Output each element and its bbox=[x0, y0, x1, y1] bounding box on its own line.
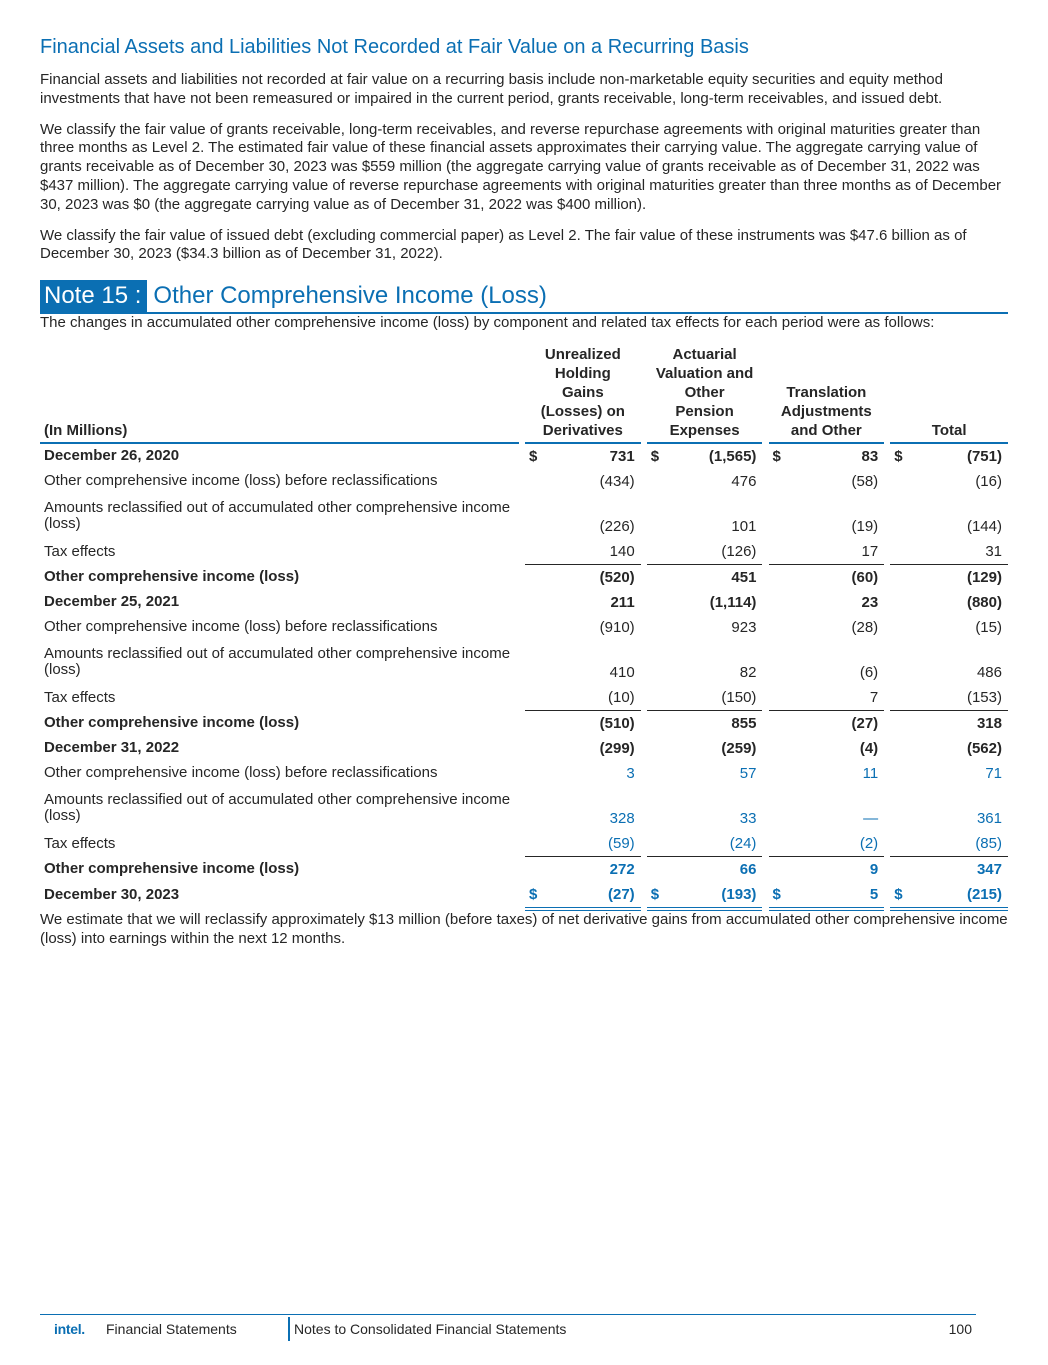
row-value bbox=[769, 786, 885, 831]
note-number: Note 15 : bbox=[40, 280, 147, 312]
table-row bbox=[40, 539, 1008, 565]
footer-section: Financial Statements bbox=[106, 1321, 237, 1337]
table-row bbox=[40, 469, 1008, 494]
row-value bbox=[647, 443, 763, 469]
table-row bbox=[40, 564, 1008, 590]
row-value bbox=[647, 590, 763, 615]
cell-value: (16) bbox=[975, 472, 1002, 490]
cell-value: (1,565) bbox=[708, 447, 757, 465]
row-value bbox=[525, 564, 641, 590]
dollar-sign: $ bbox=[772, 447, 781, 465]
cell-value: (126) bbox=[721, 542, 757, 560]
cell-value: (27) bbox=[607, 885, 635, 903]
table-row bbox=[40, 882, 1008, 909]
cell-value: 855 bbox=[731, 714, 757, 732]
row-label: Tax effects bbox=[44, 688, 116, 706]
cell-value: (24) bbox=[729, 834, 757, 852]
row-label: Tax effects bbox=[44, 834, 116, 852]
row-value bbox=[890, 882, 1008, 909]
page-footer bbox=[40, 1314, 976, 1345]
row-value bbox=[769, 882, 885, 909]
cell-value: 57 bbox=[739, 764, 757, 782]
header-pension: Actuarial Valuation and Other Pension Expenses bbox=[647, 345, 763, 443]
row-value bbox=[890, 469, 1008, 494]
dollar-sign: $ bbox=[894, 885, 903, 903]
row-value bbox=[525, 539, 641, 565]
cell-value: (28) bbox=[851, 618, 879, 636]
cell-value: 486 bbox=[976, 663, 1002, 681]
table-row bbox=[40, 710, 1008, 736]
row-value bbox=[647, 710, 763, 736]
header-translation: Translation Adjustments and Other bbox=[769, 345, 885, 443]
row-value bbox=[525, 710, 641, 736]
row-value bbox=[647, 761, 763, 786]
cell-value: 211 bbox=[610, 593, 635, 611]
paragraph-2: We classify the fair value of grants receivable, long-term receivables, and reverse repurchase agreements with original maturities greater than three months as Level 2. The estimated fair value of these financial assets approximates their carrying value. The aggregate carrying value of grants receivable as of December 30, 2023 was $559 million (the aggregate carrying value of grants receivable as of December 31, 2022 was $437 million). The aggregate carrying value of reverse repurchase agreements with original maturities greater than three months as of December 30, 2023 was $0 (the aggregate carrying value as of December 31, 2022 was $400 million). bbox=[40, 120, 1002, 213]
row-value bbox=[525, 736, 641, 761]
table-row bbox=[40, 494, 1008, 539]
cell-value: 731 bbox=[609, 447, 635, 465]
cell-value: (562) bbox=[966, 739, 1002, 757]
page-content bbox=[40, 36, 1008, 961]
table-row bbox=[40, 590, 1008, 615]
cell-value: (299) bbox=[599, 739, 635, 757]
row-value bbox=[890, 564, 1008, 590]
row-value bbox=[769, 443, 885, 469]
row-value bbox=[647, 736, 763, 761]
row-value bbox=[769, 685, 885, 711]
row-value bbox=[890, 685, 1008, 711]
dollar-sign: $ bbox=[772, 885, 781, 903]
row-value bbox=[890, 761, 1008, 786]
table-row bbox=[40, 615, 1008, 640]
row-label: Other comprehensive income (loss) before reclassifications bbox=[44, 472, 438, 490]
cell-value: (58) bbox=[851, 472, 879, 490]
row-value bbox=[647, 786, 763, 831]
cell-value: 410 bbox=[609, 663, 635, 681]
row-value bbox=[525, 590, 641, 615]
table-intro: The changes in accumulated other comprehensive income (loss) by component and related tax effects for each period were as follows: bbox=[40, 314, 935, 332]
row-label: December 25, 2021 bbox=[44, 593, 180, 611]
row-value bbox=[769, 494, 885, 539]
row-value bbox=[647, 882, 763, 909]
row-value bbox=[769, 710, 885, 736]
row-value bbox=[647, 469, 763, 494]
intel-logo: intel. bbox=[54, 1321, 85, 1337]
cell-value: 318 bbox=[976, 714, 1002, 732]
cell-value: (226) bbox=[599, 517, 635, 535]
cell-value: (1,114) bbox=[709, 593, 757, 611]
row-value bbox=[647, 685, 763, 711]
cell-value: (129) bbox=[966, 568, 1002, 586]
cell-value: 17 bbox=[861, 542, 879, 560]
footer-subsection: Notes to Consolidated Financial Statements bbox=[294, 1321, 567, 1337]
table-row bbox=[40, 856, 1008, 882]
row-value bbox=[525, 469, 641, 494]
table-row bbox=[40, 443, 1008, 469]
row-label: Other comprehensive income (loss) bbox=[44, 568, 300, 586]
row-label: Amounts reclassified out of accumulated other comprehensive income (loss) bbox=[44, 499, 511, 533]
row-value bbox=[769, 856, 885, 882]
cell-value: (19) bbox=[851, 517, 879, 535]
row-value bbox=[769, 615, 885, 640]
row-value bbox=[647, 856, 763, 882]
cell-value: 33 bbox=[739, 809, 757, 827]
row-label: December 31, 2022 bbox=[44, 739, 180, 757]
cell-value: 347 bbox=[976, 860, 1002, 878]
row-value bbox=[647, 831, 763, 857]
header-in-millions: (In Millions) bbox=[40, 345, 519, 443]
note-header bbox=[40, 280, 1008, 314]
trailing-paragraph: We estimate that we will reclassify approximately $13 million (before taxes) of net derivative gains from accumulated other comprehensive income (loss) into earnings within the next 12 months. bbox=[40, 910, 1008, 947]
dollar-sign: $ bbox=[529, 885, 538, 903]
page-number: 100 bbox=[948, 1321, 972, 1337]
paragraph-1: Financial assets and liabilities not recorded at fair value on a recurring basis include non-marketable equity securities and equity method investments that have not been remeasured or impaired in the current period, grants receivable, long-term receivables, and issued debt. bbox=[40, 71, 943, 107]
row-value bbox=[769, 564, 885, 590]
table-row bbox=[40, 685, 1008, 711]
cell-value: 23 bbox=[861, 593, 879, 611]
table-row bbox=[40, 761, 1008, 786]
row-value bbox=[890, 736, 1008, 761]
row-value bbox=[525, 882, 641, 909]
dollar-sign: $ bbox=[650, 447, 660, 465]
row-label: Other comprehensive income (loss) before reclassifications bbox=[44, 618, 438, 636]
cell-value: 9 bbox=[869, 860, 879, 878]
row-value bbox=[525, 831, 641, 857]
cell-value: — bbox=[863, 809, 879, 827]
cell-value: 451 bbox=[731, 568, 757, 586]
row-value bbox=[647, 494, 763, 539]
cell-value: (10) bbox=[607, 688, 635, 706]
cell-value: 71 bbox=[985, 764, 1002, 782]
cell-value: (60) bbox=[851, 568, 879, 586]
row-value bbox=[525, 856, 641, 882]
row-label: Other comprehensive income (loss) bbox=[44, 860, 300, 878]
table-row bbox=[40, 736, 1008, 761]
cell-value: (85) bbox=[975, 834, 1002, 852]
cell-value: 11 bbox=[862, 764, 879, 782]
row-value bbox=[647, 564, 763, 590]
table-row bbox=[40, 640, 1008, 685]
cell-value: 5 bbox=[869, 885, 879, 903]
cell-value: (6) bbox=[859, 663, 879, 681]
cell-value: (27) bbox=[851, 714, 879, 732]
cell-value: (59) bbox=[607, 834, 635, 852]
row-value bbox=[525, 494, 641, 539]
row-value bbox=[769, 640, 885, 685]
section-heading: Financial Assets and Liabilities Not Recorded at Fair Value on a Recurring Basis bbox=[40, 36, 749, 58]
row-value bbox=[890, 590, 1008, 615]
cell-value: (153) bbox=[966, 688, 1002, 706]
row-value bbox=[890, 494, 1008, 539]
cell-value: 272 bbox=[609, 860, 635, 878]
row-label: Amounts reclassified out of accumulated other comprehensive income (loss) bbox=[44, 645, 511, 679]
cell-value: 83 bbox=[861, 447, 879, 465]
table-row bbox=[40, 786, 1008, 831]
footer-divider bbox=[288, 1317, 290, 1341]
row-value bbox=[525, 443, 641, 469]
row-label: Other comprehensive income (loss) before reclassifications bbox=[44, 764, 438, 782]
row-label: December 26, 2020 bbox=[44, 447, 180, 465]
cell-value: 140 bbox=[609, 542, 635, 560]
table-header-row bbox=[40, 345, 1008, 443]
cell-value: 3 bbox=[626, 764, 635, 782]
row-value bbox=[769, 590, 885, 615]
paragraph-3: We classify the fair value of issued debt (excluding commercial paper) as Level 2. The fair value of these instruments was $47.6 billion as of December 30, 2023 ($34.3 billion as of December 31, 2022). bbox=[40, 226, 967, 263]
row-value bbox=[525, 786, 641, 831]
dollar-sign: $ bbox=[894, 447, 903, 465]
table-row bbox=[40, 831, 1008, 857]
row-label: December 30, 2023 bbox=[44, 886, 180, 904]
row-value bbox=[769, 736, 885, 761]
cell-value: 923 bbox=[731, 618, 757, 636]
cell-value: (751) bbox=[966, 447, 1002, 465]
row-value bbox=[769, 761, 885, 786]
row-label: Tax effects bbox=[44, 542, 116, 560]
cell-value: (259) bbox=[721, 739, 757, 757]
cell-value: (215) bbox=[966, 885, 1002, 903]
cell-value: 476 bbox=[731, 472, 757, 490]
cell-value: 31 bbox=[985, 542, 1002, 560]
cell-value: (4) bbox=[859, 739, 879, 757]
row-value bbox=[890, 615, 1008, 640]
row-value bbox=[769, 469, 885, 494]
row-value bbox=[890, 856, 1008, 882]
dollar-sign: $ bbox=[529, 447, 538, 465]
dollar-sign: $ bbox=[650, 885, 660, 903]
cell-value: 7 bbox=[869, 688, 879, 706]
cell-value: (910) bbox=[599, 618, 635, 636]
cell-value: (193) bbox=[721, 885, 757, 903]
row-value bbox=[525, 615, 641, 640]
row-value bbox=[647, 640, 763, 685]
row-value bbox=[647, 615, 763, 640]
cell-value: (2) bbox=[859, 834, 879, 852]
cell-value: (15) bbox=[975, 618, 1002, 636]
row-label: Amounts reclassified out of accumulated other comprehensive income (loss) bbox=[44, 791, 511, 825]
cell-value: 66 bbox=[739, 860, 757, 878]
header-derivatives: Unrealized Holding Gains (Losses) on Derivatives bbox=[525, 345, 641, 443]
row-value bbox=[525, 640, 641, 685]
row-value bbox=[647, 539, 763, 565]
cell-value: (434) bbox=[599, 472, 635, 490]
header-total: Total bbox=[890, 345, 1008, 443]
aoci-table bbox=[40, 345, 1008, 911]
cell-value: (520) bbox=[599, 568, 635, 586]
row-value bbox=[890, 831, 1008, 857]
cell-value: 101 bbox=[731, 517, 757, 535]
cell-value: (144) bbox=[966, 517, 1002, 535]
cell-value: (150) bbox=[721, 688, 757, 706]
row-value bbox=[890, 640, 1008, 685]
row-value bbox=[525, 761, 641, 786]
row-value bbox=[525, 685, 641, 711]
row-value bbox=[769, 539, 885, 565]
cell-value: 82 bbox=[739, 663, 757, 681]
row-value bbox=[890, 443, 1008, 469]
row-value bbox=[890, 786, 1008, 831]
cell-value: 361 bbox=[976, 809, 1002, 827]
note-title: Other Comprehensive Income (Loss) bbox=[153, 282, 547, 310]
row-value bbox=[769, 831, 885, 857]
row-value bbox=[890, 539, 1008, 565]
cell-value: (510) bbox=[599, 714, 635, 732]
cell-value: (880) bbox=[966, 593, 1002, 611]
row-label: Other comprehensive income (loss) bbox=[44, 714, 300, 732]
cell-value: 328 bbox=[609, 809, 635, 827]
row-value bbox=[890, 710, 1008, 736]
